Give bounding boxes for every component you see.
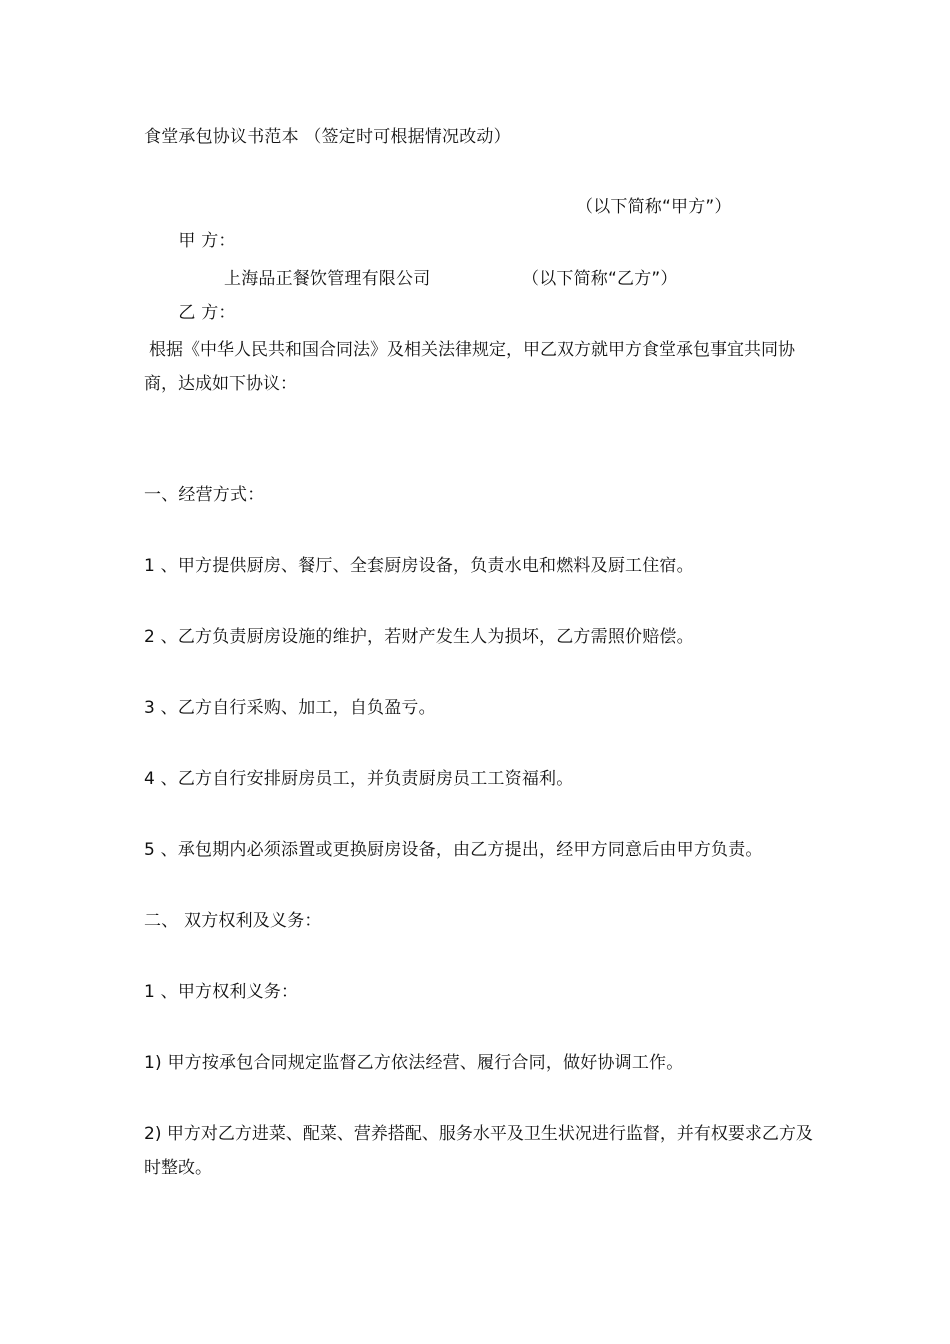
intro-paragraph: 根据《中华人民共和国合同法》及相关法律规定，甲乙双方就甲方食堂承包事宜共同协商，达成如下协议： <box>144 340 795 394</box>
party-b-name: 上海品正餐饮管理有限公司 <box>224 269 431 289</box>
section-2-sub-1-heading: 1 、甲方权利义务： <box>144 982 299 1002</box>
document-title: 食堂承包协议书范本 （签定时可根据情况改动） <box>144 127 511 147</box>
section-1-item: 4 、乙方自行安排厨房员工，并负责厨房员工工资福利。 <box>144 769 574 789</box>
section-2-heading: 二、 双方权利及义务： <box>144 911 322 931</box>
section-1-item: 1 、甲方提供厨房、餐厅、全套厨房设备，负责水电和燃料及厨工住宿。 <box>144 556 694 576</box>
section-1-heading: 一、经营方式： <box>144 485 265 505</box>
party-a-reference: （以下简称“甲方”） <box>576 197 732 217</box>
party-b-label: 乙 方： <box>178 303 236 323</box>
section-2-sub-1-item: 1) 甲方按承包合同规定监督乙方依法经营、履行合同，做好协调工作。 <box>144 1053 684 1073</box>
section-1-item: 3 、乙方自行采购、加工，自负盈亏。 <box>144 698 436 718</box>
party-b-reference: （以下简称“乙方”） <box>522 269 678 289</box>
section-1-item: 5 、承包期内必须添置或更换厨房设备，由乙方提出，经甲方同意后由甲方负责。 <box>144 840 763 860</box>
section-2-sub-1-item: 2) 甲方对乙方进菜、配菜、营养搭配、服务水平及卫生状况进行监督，并有权要求乙方及时整改。 <box>144 1124 813 1178</box>
section-1-item: 2 、乙方负责厨房设施的维护，若财产发生人为损坏，乙方需照价赔偿。 <box>144 627 694 647</box>
party-a-label: 甲 方： <box>178 231 236 251</box>
